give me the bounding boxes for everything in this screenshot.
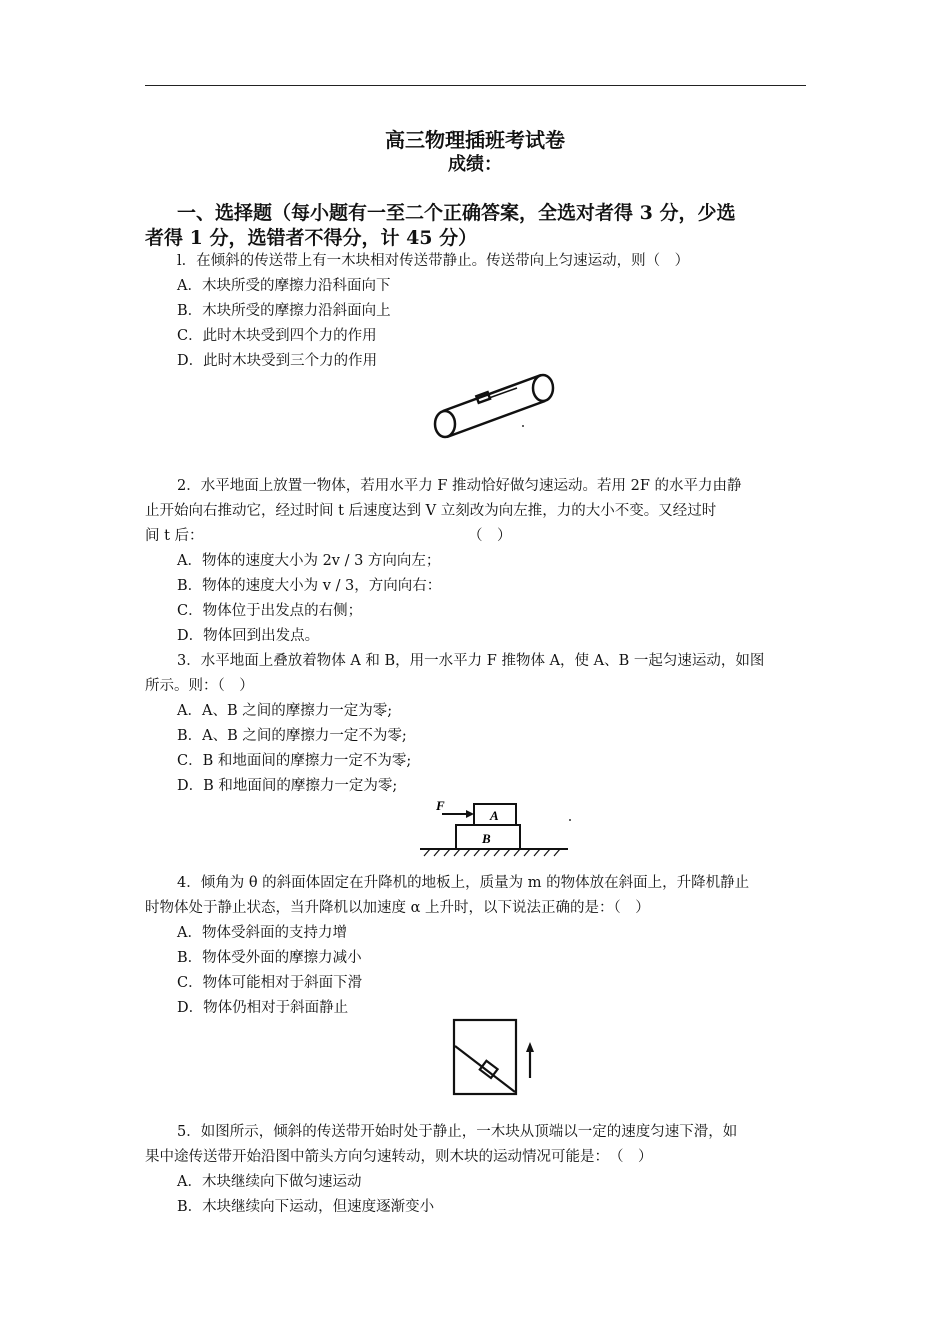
q2-line3: 间 t 后： [145, 528, 204, 544]
force-arrow-head [466, 810, 474, 818]
q5-line2: 果中途传送带开始沿图中箭头方向匀速转动，则木块的运动情况可能是： （ ） [145, 1149, 653, 1165]
q2-answer-paren: （ ） [468, 528, 512, 544]
conveyor-top-belt [443, 375, 541, 411]
q3-option-c: C．B 和地面间的摩擦力一定不为零; [177, 753, 412, 769]
q4-option-b: B．物体受外面的摩擦力减小 [177, 950, 362, 966]
q3-option-a: A．A、B 之间的摩擦力一定为零; [177, 703, 393, 719]
conveyor-right-roller [533, 375, 553, 401]
force-f-label: F [436, 798, 445, 813]
q1-option-a: A．木块所受的摩擦力沿科面向下 [177, 278, 391, 294]
q2-option-d: D．物体回到出发点。 [177, 628, 320, 644]
q4-option-c: C．物体可能相对于斜面下滑 [177, 975, 363, 991]
q3-option-b: B．A、B 之间的摩擦力一定不为零; [177, 728, 407, 744]
q1-conveyor-figure [425, 368, 565, 443]
q2-line2: 止开始向右推动它，经过时间 t 后速度达到 V 立刻改为向左推，力的大小不变。又经过时 [145, 503, 717, 519]
q5-option-a: A．木块继续向下做匀速运动 [177, 1174, 362, 1190]
q2-option-c: C．物体位于出发点的右侧； [177, 603, 363, 619]
q1-option-b: B．木块所受的摩擦力沿斜面向上 [177, 303, 391, 319]
q1-option-c: C．此时木块受到四个力的作用 [177, 328, 377, 344]
q1-stem: l．在倾斜的传送带上有一木块相对传送带静止。传送带向上匀速运动，则（ ） [177, 253, 690, 269]
elevator-box [454, 1020, 516, 1094]
q4-line1: 4．倾角为 θ 的斜面体固定在升降机的地板上，质量为 m 的物体放在斜面上，升降机静止 [177, 875, 750, 891]
q3-stacked-blocks-figure [412, 796, 577, 861]
conveyor-bottom-belt [447, 401, 545, 437]
conveyor-left-roller [435, 411, 455, 437]
q4-option-d: D．物体仍相对于斜面静止 [177, 1000, 349, 1016]
acceleration-arrow-head [526, 1042, 534, 1052]
q2-option-b: B．物体的速度大小为 v / 3，方向向右： [177, 578, 442, 594]
block-b-label: B [482, 831, 491, 846]
q4-option-a: A．物体受斜面的支持力增 [177, 925, 347, 941]
q4-line2: 时物体处于静止状态，当升降机以加速度 α 上升时，以下说法正确的是：（ ） [145, 900, 650, 916]
header-rule [145, 85, 806, 86]
q5-line1: 5．如图所示，倾斜的传送带开始时处于静止，一木块从顶端以一定的速度匀速下滑，如 [177, 1124, 738, 1140]
section-heading-line1: 一、选择题（每小题有一至二个正确答案，全选对者得 3 分，少选 [177, 202, 736, 224]
q3-line1: 3．水平地面上叠放着物体 A 和 B，用一水平力 F 推物体 A，使 A、B 一起匀速运动，如图 [177, 653, 765, 669]
q3-line2: 所示。则：（ ） [145, 678, 254, 694]
q2-line1: 2．水平地面上放置一物体，若用水平力 F 推动恰好做匀速运动。若用 2F 的水平力由静 [177, 478, 742, 494]
q3-option-d: D．B 和地面间的摩擦力一定为零; [177, 778, 398, 794]
q5-option-b: B．木块继续向下运动，但速度逐渐变小 [177, 1199, 435, 1215]
section-heading-line2: 者得 1 分，选错者不得分，计 45 分） [145, 227, 478, 249]
incline-surface [455, 1046, 515, 1092]
score-label: 成绩： [448, 154, 502, 175]
q4-elevator-figure [446, 1016, 546, 1098]
block-a-label: A [490, 808, 499, 823]
page-title: 高三物理插班考试卷 [385, 128, 565, 152]
q1-option-d: D．此时木块受到三个力的作用 [177, 353, 378, 369]
q2-option-a: A．物体的速度大小为 2v / 3 方向向左； [177, 553, 441, 569]
